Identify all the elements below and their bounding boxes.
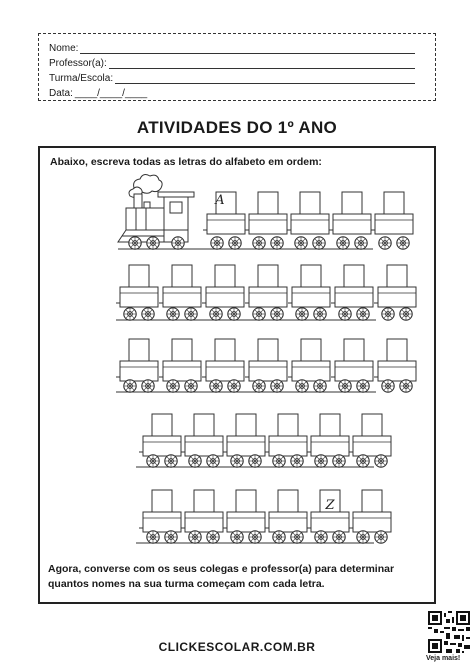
letter-card: [215, 339, 235, 363]
letter-card: [172, 339, 192, 363]
letter-card: [344, 339, 364, 363]
wagon-body: [292, 287, 330, 307]
wheel-icon: [291, 531, 303, 543]
name-label: Nome:: [49, 43, 79, 54]
letter-card: [258, 265, 278, 289]
wheel-icon: [253, 380, 265, 392]
instruction-text: Abaixo, escreva todas as letras do alfabeto em ordem:: [50, 156, 322, 168]
wheel-icon: [207, 531, 219, 543]
student-info-box: [38, 33, 436, 101]
wagon-body: [206, 361, 244, 381]
wheel-icon: [189, 455, 201, 467]
wheel-icon: [382, 380, 394, 392]
wheel-icon: [379, 237, 391, 249]
wheel-icon: [314, 380, 326, 392]
closing-line-2: quantos nomes na sua turma começam com cada letra.: [48, 578, 325, 590]
letter-card: [258, 192, 278, 216]
wheel-icon: [357, 531, 369, 543]
wheel-icon: [339, 380, 351, 392]
letter-card: [236, 490, 256, 514]
wagon-body: [291, 214, 329, 234]
wagon-body: [143, 436, 181, 456]
teacher-field[interactable]: [49, 54, 425, 69]
letter-card: [129, 339, 149, 363]
wheel-icon: [296, 380, 308, 392]
wagon-body: [185, 436, 223, 456]
date-label: Data:: [49, 88, 73, 99]
teacher-label: Professor(a):: [49, 58, 107, 69]
wheel-icon: [296, 308, 308, 320]
wagon-body: [269, 436, 307, 456]
letter-card: [320, 414, 340, 438]
wagon-body: [353, 436, 391, 456]
wagon-body: [333, 214, 371, 234]
wheel-icon: [357, 380, 369, 392]
wheel-icon: [207, 455, 219, 467]
wheel-icon: [271, 308, 283, 320]
class-school-label: Turma/Escola:: [49, 73, 114, 84]
letter-card: [344, 265, 364, 289]
wheel-icon: [357, 308, 369, 320]
letter-card: [301, 265, 321, 289]
page-title: ATIVIDADES DO 1º ANO: [136, 118, 338, 137]
wheel-icon: [375, 455, 387, 467]
letter-card: [194, 490, 214, 514]
wheel-icon: [253, 308, 265, 320]
wagon-body: [120, 361, 158, 381]
letter-card: [362, 414, 382, 438]
wheel-icon: [167, 380, 179, 392]
wheel-icon: [273, 455, 285, 467]
class-school-line[interactable]: [115, 73, 415, 84]
wheel-icon: [165, 455, 177, 467]
wheel-icon: [185, 380, 197, 392]
wagon-body: [375, 214, 413, 234]
wagon-body: [143, 512, 181, 532]
wagon-body: [227, 512, 265, 532]
wheel-icon: [337, 237, 349, 249]
wheel-icon: [295, 237, 307, 249]
wheel-icon: [189, 531, 201, 543]
wagon-body: [249, 214, 287, 234]
wagon-body: [269, 512, 307, 532]
wheel-icon: [210, 308, 222, 320]
wheel-icon: [231, 455, 243, 467]
letter-card: [152, 414, 172, 438]
letter-card: [129, 265, 149, 289]
wagon-body: [311, 512, 349, 532]
letter-card: [194, 414, 214, 438]
letter-card: [387, 265, 407, 289]
name-field[interactable]: [49, 39, 425, 54]
wheel-icon: [147, 531, 159, 543]
wagon-rows: [116, 192, 416, 543]
wheel-icon: [228, 308, 240, 320]
wagon-body: [185, 512, 223, 532]
wagon-body: [378, 287, 416, 307]
locomotive-icon: [118, 175, 194, 242]
wheel-icon: [314, 308, 326, 320]
closing-line-1: Agora, converse com os seus colegas e professor(a) para determinar: [48, 563, 395, 575]
wagon-body: [207, 214, 245, 234]
teacher-line[interactable]: [109, 58, 415, 69]
wheel-icon: [165, 531, 177, 543]
wheel-icon: [375, 531, 387, 543]
site-footer[interactable]: CLICKESCOLAR.COM.BR: [158, 640, 316, 654]
wheel-icon: [291, 455, 303, 467]
class-school-field[interactable]: [49, 69, 425, 84]
see-more-link[interactable]: Veja mais!: [426, 655, 461, 662]
wheel-icon: [253, 237, 265, 249]
wagon-body: [163, 361, 201, 381]
wheel-icon: [313, 237, 325, 249]
wheel-icon: [382, 308, 394, 320]
locomotive-wheels-icon: [129, 237, 184, 249]
wagon-body: [249, 287, 287, 307]
first-letter: A: [215, 193, 225, 208]
letter-card: [384, 192, 404, 216]
wheel-icon: [228, 380, 240, 392]
qr-code-icon[interactable]: [428, 611, 470, 653]
wheel-icon: [357, 455, 369, 467]
wheel-icon: [124, 380, 136, 392]
wagon-body: [206, 287, 244, 307]
wheel-icon: [315, 455, 327, 467]
wheel-icon: [231, 531, 243, 543]
wheel-icon: [397, 237, 409, 249]
wagon-body: [353, 512, 391, 532]
letter-card: [236, 414, 256, 438]
wheel-icon: [185, 308, 197, 320]
name-line[interactable]: [80, 43, 415, 54]
wagon-body: [163, 287, 201, 307]
wheel-icon: [333, 531, 345, 543]
last-letter: Z: [325, 498, 335, 513]
wagon-body: [249, 361, 287, 381]
wheel-icon: [124, 308, 136, 320]
activity-box: [38, 146, 436, 604]
wheel-icon: [271, 237, 283, 249]
wagon-body: [292, 361, 330, 381]
wagon-body: [120, 287, 158, 307]
wagon-body: [378, 361, 416, 381]
letter-card: [278, 414, 298, 438]
letter-card: [342, 192, 362, 216]
wheel-icon: [249, 531, 261, 543]
wheel-icon: [142, 380, 154, 392]
letter-card: [387, 339, 407, 363]
wheel-icon: [271, 380, 283, 392]
letter-card: [152, 490, 172, 514]
wagon-body: [335, 361, 373, 381]
date-blanks[interactable]: ____/____/____: [74, 88, 148, 99]
wheel-icon: [210, 380, 222, 392]
letter-card: [172, 265, 192, 289]
wheel-icon: [229, 237, 241, 249]
wheel-icon: [339, 308, 351, 320]
letter-card: [362, 490, 382, 514]
wheel-icon: [333, 455, 345, 467]
wheel-icon: [147, 455, 159, 467]
wheel-icon: [211, 237, 223, 249]
date-field[interactable]: [49, 84, 425, 99]
wheel-icon: [167, 308, 179, 320]
wagon-body: [335, 287, 373, 307]
wagon-body: [311, 436, 349, 456]
wheel-icon: [315, 531, 327, 543]
wagon-body: [227, 436, 265, 456]
letter-card: [300, 192, 320, 216]
letter-card: [278, 490, 298, 514]
letter-card: [301, 339, 321, 363]
trains-illustration: [40, 148, 438, 606]
wheel-icon: [273, 531, 285, 543]
letter-card: [258, 339, 278, 363]
wheel-icon: [400, 380, 412, 392]
wheel-icon: [142, 308, 154, 320]
wheel-icon: [355, 237, 367, 249]
wheel-icon: [249, 455, 261, 467]
wheel-icon: [400, 308, 412, 320]
closing-instruction: [48, 562, 428, 592]
letter-card: [215, 265, 235, 289]
